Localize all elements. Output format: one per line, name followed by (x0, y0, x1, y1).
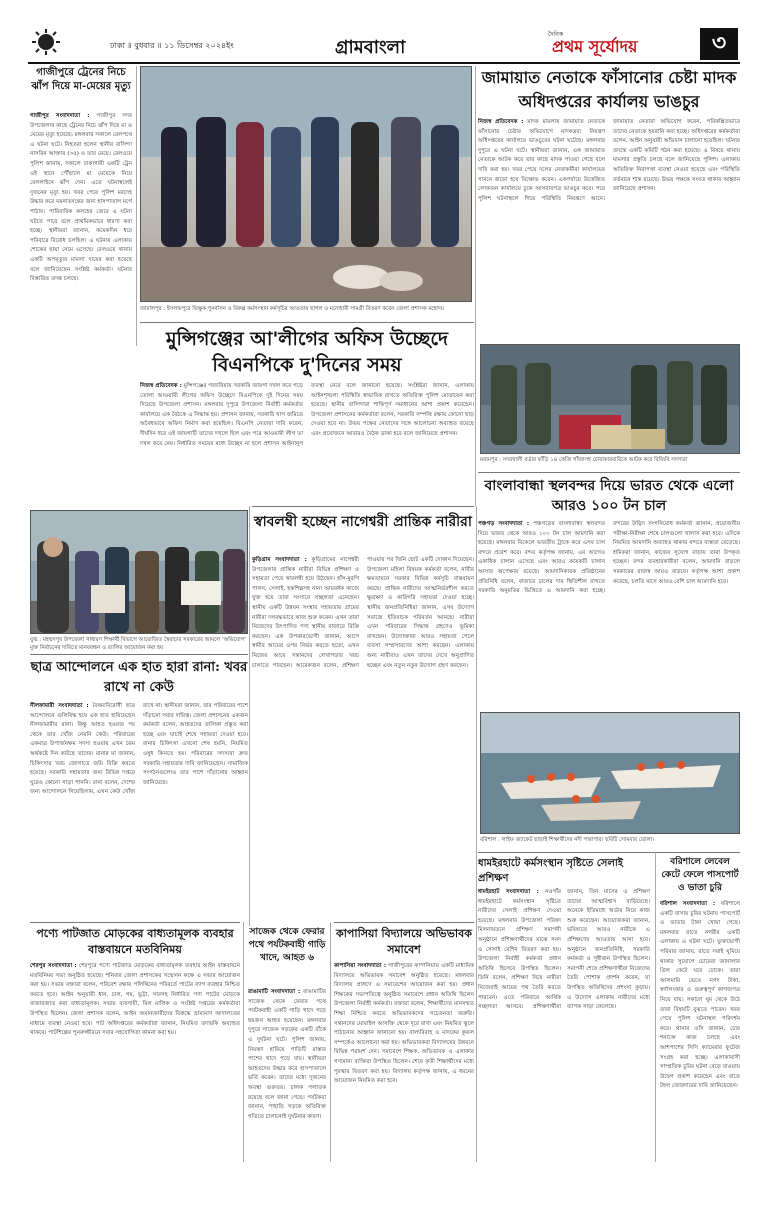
headline: সাজেক থেকে ফেরার পথে পর্যটকবাহী গাড়ি খাদে, আহত ৬ (248, 927, 326, 963)
body-text: মুন্সিগঞ্জের গজারিয়ায় সরকারি জায়গা দখল করে গড়ে তোলা আওয়ামী লীগের অফিস উচ্ছেদে বিএনপিকে দুই দিনের সময় দিয়েছে উপজেলা প্রশাসন। মঙ্গলবার দুপুরে উপজেলা নির্বাহী কর্মকর্তার কার্যালয়ে এক বৈঠকে এ সিদ্ধান্ত হয়। প্রশাসন জানায়, সরকারি খাস জমিতে অবৈধভাবে অফিস নির্মাণ করা হয়েছিল। বিএনপি নেতারা দাবি করেন, দীর্ঘদিন ধরে ওই জায়গাটি তাদের দখলে ছিল এবং পরে আওয়ামী লীগ তা দখল করে নেয়। নির্ধারিত সময়ের মধ্যে উচ্ছেদ না হলে প্রশাসন আইনানুগ ব্যবস্থা নেবে বলে জানানো হয়েছে। সংশ্লিষ্টরা জানান, এলাকায় আইনশৃঙ্খলা পরিস্থিতি স্বাভাবিক রাখতে অতিরিক্ত পুলিশ মোতায়েন করা হয়েছে। স্থানীয় বাসিন্দারা শান্তিপূর্ণ সমাধানের আশা প্রকাশ করেছেন। উপজেলা প্রশাসনের কর্মকর্তারা বলেন, সরকারি সম্পত্তি রক্ষায় কোনো ছাড় দেওয়া হবে না। উভয় পক্ষের নেতাদের সঙ্গে আলোচনা অব্যাহত রয়েছে এবং প্রয়োজনে আবারও বৈঠক ডাকা হবে বলে জানিয়েছে প্রশাসন। (140, 383, 474, 447)
headline: ছাত্র আন্দোলনে এক হাত হারা রানা: খবর রাখে না কেউ (30, 660, 248, 695)
page-number: ৩ (711, 31, 727, 56)
byline: রাঙামাটি সংবাদদাতা : (248, 989, 301, 995)
body-text: শেরপুরে পণ্যে পাটজাত মোড়কের বাধ্যতামূলক ব্যবহার আইন বাস্তবায়নে মতবিনিময় সভা অনুষ্ঠিত হয়েছে। শনিবার জেলা প্রশাসকের সম্মেলন কক্ষে এ সভার আয়োজন করা হয়। সভায় বক্তারা বলেন, পরিবেশ রক্ষায় পলিথিনের পরিবর্তে পাটের ব্যাগ ব্যবহার নিশ্চিত করতে হবে। আইন অনুযায়ী ধান, চাল, গম, ভুট্টা, সারসহ নির্ধারিত পণ্য পাটের মোড়কে বাজারজাত করা বাধ্যতামূলক। সভায় ব্যবসায়ী, মিল মালিক ও সংশ্লিষ্ট দপ্তরের কর্মকর্তারা উপস্থিত ছিলেন। জেলা প্রশাসক বলেন, আইন অমান্যকারীদের বিরুদ্ধে ভ্রাম্যমাণ আদালতের মাধ্যমে ব্যবস্থা নেওয়া হবে। পাট অধিদপ্তরের কর্মকর্তারা জানান, নিয়মিত তদারকি অব্যাহত থাকবে। পাটশিল্পের পুনরুজ্জীবনে সবার সহযোগিতা কামনা করা হয়। (30, 963, 240, 1037)
paper-prefix: দৈনিক (548, 31, 564, 38)
byline: কুড়িগ্রাম সংবাদদাতা : (252, 557, 307, 563)
masthead (0, 0, 768, 62)
photo-caption: জামালপুর : ইসলামপুরে ভিক্ষুক পুনর্বাসন ও বিকল্প কর্মসংস্থান কর্মসূচির আওতায় ছাগল ও মনোহারী সামগ্রী বিতরণ করেন জেলা প্রশাসক মহোদয় (140, 306, 444, 312)
section-title: গ্রামবাংলা (335, 37, 406, 58)
section-rule (478, 472, 740, 473)
body-text: বৈষম্যবিরোধী ছাত্র আন্দোলনে গুলিবিদ্ধ হয়ে এক হাত হারিয়েছেন নীলফামারীর রানা। কিন্তু আহত হওয়ার পর থেকে তার খোঁজ নেয়নি কেউ। পরিবারের একমাত্র উপার্জনক্ষম সদস্য হওয়ায় এখন চরম অর্থকষ্টে দিন কাটছে তাদের। রানার মা জানান, চিকিৎসার খরচ জোগাতে জমি বিক্রি করতে হয়েছে। সরকারি সহায়তার জন্য বিভিন্ন দপ্তরে ঘুরেও কোনো সাড়া পাননি। রানা বলেন, দেশের জন্য আন্দোলনে গিয়েছিলাম, এখন কেউ খোঁজ রাখে না। স্থানীয়রা জানান, তার পরিবারের পাশে দাঁড়ানো সবার দায়িত্ব। জেলা প্রশাসনের একজন কর্মকর্তা বলেন, আহতদের তালিকা প্রস্তুত করা হচ্ছে এবং যাচাই শেষে সহায়তা দেওয়া হবে। রানার চিকিৎসা এখনো শেষ হয়নি, নিয়মিত ওষুধ কিনতে হয়। পরিবারের সদস্যরা দ্রুত সরকারি সহায়তার দাবি জানিয়েছেন। সামাজিক সংগঠনগুলোও তার পাশে দাঁড়ানোর আহ্বান জানিয়েছে। (30, 703, 248, 796)
byline: নীলফামারী সংবাদদাতা : (30, 703, 89, 709)
column-rule (243, 922, 244, 1162)
article-body (478, 118, 740, 340)
headline: জামায়াত নেতাকে ফাঁসানোর চেষ্টা মাদক অধিদপ্তরের কার্যালয় ভাঙচুর (481, 68, 737, 111)
article-body (248, 988, 326, 1158)
article-body (478, 888, 650, 1158)
column-rule (249, 506, 250, 926)
section-rule (30, 922, 240, 923)
section-rule (478, 852, 740, 853)
body-text: পঞ্চগড়ের বাংলাবান্ধা স্থলবন্দর দিয়ে ভারত থেকে আরও ১০০ টন চাল আমদানি করা হয়েছে। মঙ্গলবার বিকেলে ভারতীয় ট্রাকে করে এসব চাল বন্দরে প্রবেশ করে। বন্দর কর্তৃপক্ষ জানায়, এর আগেও একাধিক চালান এসেছে এবং আরও কয়েকটি চালান আসার অপেক্ষায় রয়েছে। আমদানিকারক প্রতিষ্ঠানের প্রতিনিধি বলেন, বাজারে চালের দাম স্থিতিশীল রাখতে সরকারি অনুমতির ভিত্তিতে এ আমদানি করা হচ্ছে। বন্দরের উদ্ভিদ সংগনিরোধ কর্মকর্তা জানান, প্রয়োজনীয় পরীক্ষা-নিরীক্ষা শেষে চালগুলো খালাস করা হবে। এদিকে নিয়মিত আমদানি অব্যাহত থাকায় বন্দরে ব্যস্ততা বেড়েছে। শ্রমিকরা জানান, কাজের সুযোগ বাড়ায় তারা উপকৃত হচ্ছেন। বন্দর ব্যবহারকারীরা বলেন, আমদানি বাড়লে সরকারের রাজস্ব আয়ও বাড়বে। কর্তৃপক্ষ আশা প্রকাশ করেছে, চলতি মাসে আরও বেশি চাল আমদানি হবে। (478, 521, 740, 595)
article-body (252, 556, 474, 858)
masthead-rule (28, 62, 740, 64)
sun-emblem-icon (28, 28, 64, 56)
byline: নিজস্ব প্রতিবেদক : (140, 383, 182, 389)
photo-river-boats (480, 712, 740, 834)
body-text: গাজীপুর সদর উপজেলার কাছে ট্রেনের নিচে ঝাঁপ দিয়ে মা ও মেয়ের মৃত্যু হয়েছে। মঙ্গলবার সকালে রেলপথে এ ঘটনা ঘটে। নিহতরা হলেন স্থানীয় বাসিন্দা নাসরিন আক্তার (৩৫) ও তার মেয়ে। রেলওয়ে পুলিশ জানায়, সকালে ঢাকাগামী একটি ট্রেন ওই স্থানে পৌঁছালে মা মেয়েকে নিয়ে রেললাইনে ঝাঁপ দেন। এতে ঘটনাস্থলেই দুজনের মৃত্যু হয়। খবর পেয়ে পুলিশ মরদেহ উদ্ধার করে ময়নাতদন্তের জন্য হাসপাতাল মর্গে পাঠায়। পারিবারিক কলহের জেরে এ ঘটনা ঘটতে পারে বলে প্রাথমিকভাবে ধারণা করা হচ্ছে। স্থানীয়রা জানান, কয়েকদিন ধরে পরিবারে বিরোধ চলছিল। এ ঘটনায় এলাকায় শোকের ছায়া নেমে এসেছে। রেলওয়ে থানায় একটি অপমৃত্যুর মামলা দায়ের করা হয়েছে বলে জানিয়েছেন সংশ্লিষ্ট কর্মকর্তা। ঘটনার বিস্তারিত তদন্ত চলছে। (30, 113, 132, 283)
byline: ধামইরহাট সংবাদদাতা : (478, 889, 539, 895)
headline: পণ্যে পাটজাত মোড়কের বাধ্যতামূলক ব্যবহার বাস্তবায়নে মতবিনিময় (36, 927, 234, 956)
column-rule (330, 922, 331, 1162)
byline: নিজস্ব প্রতিবেদক : (478, 119, 524, 125)
section-rule (252, 506, 474, 507)
article-body (140, 382, 474, 500)
section-rule (30, 654, 248, 655)
article-body (30, 112, 132, 544)
photo-caption: বরিশাল : লাইফ জ্যাকেট ছাড়াই শিক্ষার্থীদের নদী পারাপার। ছবিটি সোমবার তোলা। (480, 837, 654, 843)
section-rule (334, 922, 474, 923)
body-text: মাদক মামলায় জামায়াত নেতাকে ফাঁসানোর চেষ্টার অভিযোগে মাদকদ্রব্য নিয়ন্ত্রণ অধিদপ্তরের কার্যালয়ে ভাঙচুরের ঘটনা ঘটেছে। মঙ্গলবার দুপুরে এ ঘটনা ঘটে। স্থানীয়রা জানান, এক জামায়াত নেতাকে আটক করে তার কাছে মাদক পাওয়া গেছে বলে দাবি করা হয়। খবর পেয়ে দলের নেতাকর্মীরা কার্যালয়ের সামনে জড়ো হয়ে বিক্ষোভ করেন। একপর্যায়ে উত্তেজিত লোকজন কার্যালয়ে ঢুকে আসবাবপত্র ভাঙচুর করে। পরে পুলিশ ঘটনাস্থলে গিয়ে পরিস্থিতি নিয়ন্ত্রণে আনে। জামায়াত নেতারা অভিযোগ করেন, পরিকল্পিতভাবে তাদের নেতাকে হয়রানি করা হচ্ছে। অধিদপ্তরের কর্মকর্তারা বলেন, আইন অনুযায়ী অভিযান চালানো হয়েছিল। ঘটনার তদন্তে একটি কমিটি গঠন করা হয়েছে। এ বিষয়ে থানায় মামলার প্রস্তুতি চলছে বলে জানিয়েছে পুলিশ। এলাকায় অতিরিক্ত নিরাপত্তা ব্যবস্থা নেওয়া হয়েছে এবং পরিস্থিতি বর্তমানে শান্ত রয়েছে। উভয় পক্ষকে সংযত থাকার আহ্বান জানিয়েছে প্রশাসন। (478, 119, 740, 202)
byline: গাজীপুর সংবাদদাতা : (30, 113, 90, 119)
byline: পঞ্চগড় সংবাদদাতা : (478, 521, 530, 527)
photo-goat-distribution (140, 66, 472, 302)
column-rule (655, 852, 656, 1162)
byline: শেরপুর সংবাদদাতা : (30, 963, 77, 969)
headline: বরিশালে লেবেল কেটে ফেলে পাসপোর্ট ও ভাতা চুরি (661, 857, 739, 893)
headline: গাজীপুরে ট্রেনের নিচে ঝাঁপ দিয়ে মা-মেয়ের মৃত্যু (31, 67, 131, 92)
photo-bgb-seizure (480, 344, 740, 454)
photo-caption: মজমপুর : সদরখালী বর্ডার ফাঁড়ি ১৪ কেজি গাঁজাসহ চোরাকারবারিকে আটক করে বিজিবি সদস্যরা (480, 457, 688, 463)
headline: স্বাবলম্বী হচ্ছেন নাগেশ্বরী প্রান্তিক নারীরা (254, 514, 472, 530)
column-rule (475, 66, 476, 506)
headline: মুন্সিগঞ্জের আ'লীগের অফিস উচ্ছেদে বিএনপিকে দু'দিনের সময় (165, 328, 449, 376)
dateline: ঢাকা ॥ বুধবার ॥ ১১ ডিসেম্বর ২০২৪ইং (110, 41, 234, 50)
headline: বাংলাবান্ধা স্থলবন্দর দিয়ে ভারত থেকে এলো আরও ১০০ টন চাল (484, 478, 734, 514)
body-text: রাঙামাটির সাজেক থেকে ফেরার পথে পর্যটকবাহী একটি গাড়ি খাদে পড়ে ছয়জন আহত হয়েছেন। মঙ্গলবার দুপুরে সাজেক সড়কের একটি বাঁকে এ দুর্ঘটনা ঘটে। পুলিশ জানায়, নিয়ন্ত্রণ হারিয়ে গাড়িটি রাস্তার পাশের খাদে পড়ে যায়। স্থানীয়রা আহতদের উদ্ধার করে হাসপাতালে ভর্তি করেন। তাদের মধ্যে দুজনের অবস্থা গুরুতর। চালক পলাতক রয়েছে বলে জানা গেছে। পর্যটকরা জানান, পাহাড়ি সড়কে অতিরিক্ত গতিতে চালানোই দুর্ঘটনার কারণ। (248, 989, 326, 1120)
headline: কাপাসিয়া বিদ্যালয়ে অভিভাবক সমাবেশ (336, 927, 472, 956)
article-body (334, 962, 474, 1158)
paper-name: প্রথম সূর্যোদয় (552, 37, 638, 56)
body-text: গাজীপুরের কাপাসিয়ায় একটি মাধ্যমিক বিদ্যালয়ে অভিভাবক সমাবেশ অনুষ্ঠিত হয়েছে। মঙ্গলবার বিদ্যালয় প্রাঙ্গণে এ সমাবেশের আয়োজন করা হয়। প্রধান শিক্ষকের সভাপতিত্বে অনুষ্ঠিত সমাবেশে প্রধান অতিথি ছিলেন উপজেলা নির্বাহী কর্মকর্তা। বক্তারা বলেন, শিক্ষার্থীদের মানসম্মত শিক্ষা নিশ্চিত করতে অভিভাবকদের সচেতনতা জরুরি। সন্তানদের মোবাইল আসক্তি থেকে দূরে রাখা এবং নিয়মিত স্কুলে পাঠানোর আহ্বান জানানো হয়। বাল্যবিবাহ ও মাদকের কুফল সম্পর্কেও আলোচনা করা হয়। অভিভাবকরা বিদ্যালয়ের উন্নয়নে বিভিন্ন পরামর্শ দেন। সমাবেশে শিক্ষক, অভিভাবক ও এলাকার গণ্যমান্য ব্যক্তিরা উপস্থিত ছিলেন। শেষে কৃতী শিক্ষার্থীদের মধ্যে পুরস্কার বিতরণ করা হয়। বিদ্যালয় কর্তৃপক্ষ জানায়, এ ধরনের আয়োজন নিয়মিত করা হবে। (334, 963, 474, 1085)
photo-human-chain (30, 510, 248, 634)
byline: কাপাসিয়া সংবাদদাতা : (334, 963, 387, 969)
article-body (30, 702, 248, 916)
body-text: কুড়িগ্রামের নাগেশ্বরী উপজেলার প্রান্তিক নারীরা বিভিন্ন প্রশিক্ষণ ও সহায়তা পেয়ে স্বাবলম্বী হয়ে উঠছেন। হাঁস-মুরগি পালন, সেলাই, হস্তশিল্পসহ নানা আয়বর্ধক কাজে যুক্ত হয়ে তারা সংসারে সচ্ছলতা এনেছেন। স্থানীয় একটি উন্নয়ন সংস্থার সহায়তায় গ্রামের নারীরা দলবদ্ধভাবে কাজ শুরু করেন। এখন তারা নিজেদের উৎপাদিত পণ্য স্থানীয় বাজারে বিক্রি করছেন। এক উপকারভোগী জানান, আগে স্বামীর আয়ের ওপর নির্ভর করতে হতো, এখন নিজের আয়ে সন্তানদের লেখাপড়ার খরচ চালাতে পারছেন। আরেকজন বলেন, প্রশিক্ষণ পাওয়ার পর তিনি ছোট একটি দোকান দিয়েছেন। উপজেলা মহিলা বিষয়ক কর্মকর্তা বলেন, নারীর ক্ষমতায়নে সরকার বিভিন্ন কর্মসূচি বাস্তবায়ন করছে। প্রান্তিক নারীদের আত্মনির্ভরশীল করতে ক্ষুদ্রঋণ ও কারিগরি সহায়তা দেওয়া হচ্ছে। স্থানীয় জনপ্রতিনিধিরা জানান, এসব উদ্যোগ সমাজে ইতিবাচক পরিবর্তন আনছে। নারীরা এখন পরিবারের সিদ্ধান্ত গ্রহণেও ভূমিকা রাখছেন। উদ্যোক্তারা আরও সহায়তা পেলে ব্যবসা সম্প্রসারণের আশা করছেন। এলাকায় অন্য নারীরাও এখন তাদের দেখে অনুপ্রাণিত হচ্ছেন এবং নতুন নতুন উদ্যোগ গ্রহণ করছেন। (252, 557, 474, 669)
column-rule (476, 506, 477, 1162)
section-rule (140, 322, 474, 323)
article-body (30, 962, 240, 1158)
article-body (478, 520, 740, 706)
body-text: নওগাঁর ধামইরহাটে কর্মসংস্থান সৃষ্টিতে নারীদের সেলাই প্রশিক্ষণ দেওয়া হয়েছে। মঙ্গলবার উপজেলা পরিষদ মিলনায়তনে প্রশিক্ষণ সমাপনী অনুষ্ঠানে প্রশিক্ষণার্থীদের মাঝে সনদ ও সেলাই মেশিন বিতরণ করা হয়। উপজেলা নির্বাহী কর্মকর্তা প্রধান অতিথি হিসেবে উপস্থিত ছিলেন। তিনি বলেন, প্রশিক্ষণ নিয়ে নারীরা নিজেরাই আয়ের পথ তৈরি করতে পারবেন। এতে পরিবারে আর্থিক সচ্ছলতা আসবে। প্রশিক্ষণার্থীরা জানান, তিন মাসের এ প্রশিক্ষণ তাদের আত্মবিশ্বাস বাড়িয়েছে। অনেকে ইতিমধ্যে অর্ডার নিয়ে কাজ শুরু করেছেন। আয়োজকরা জানান, ভবিষ্যতে আরও নারীকে এ প্রশিক্ষণের আওতায় আনা হবে। অনুষ্ঠানে জনপ্রতিনিধি, সরকারি কর্মকর্তা ও সুধীজন উপস্থিত ছিলেন। সমাপনী শেষে প্রশিক্ষণার্থীরা নিজেদের তৈরি পোশাক প্রদর্শন করেন, যা উপস্থিত অতিথিদের প্রশংসা কুড়ায়। এ উদ্যোগ এলাকায় নারীদের মধ্যে ব্যাপক সাড়া ফেলেছে। (478, 889, 650, 1011)
headline: ধামইরহাটে কর্মসংস্থান সৃষ্টিতে সেলাই প্রশিক্ষণ (478, 858, 623, 884)
byline: বরিশাল সংবাদদাতা : (660, 901, 716, 907)
photo-caption: যুগ্ম : মহম্মদপুর উপজেলা সাধারণ শিক্ষার্থী বিভাগে আয়োজিত স্বৈরাচার সরকারের আমলে ‘অভিযোগ’ মুক্ত নির্বাচনের দাবিতে মানববন্ধন ও র‍্যালির আয়োজন করা হয় (30, 637, 246, 651)
body-text: বরিশালে একটি বাসায় চুরির ঘটনায় পাসপোর্ট ও ভাতার টাকা খোয়া গেছে। মঙ্গলবার রাতে নগরীর একটি এলাকায় এ ঘটনা ঘটে। ভুক্তভোগী পরিবার জানায়, রাতে সবাই ঘুমিয়ে থাকার সুযোগে চোরেরা জানালার গ্রিল কেটে ঘরে ঢোকে। তারা আলমারি ভেঙে নগদ টাকা, স্বর্ণালংকার ও গুরুত্বপূর্ণ কাগজপত্র নিয়ে যায়। সকালে ঘুম থেকে উঠে তারা বিষয়টি বুঝতে পারেন। খবর পেয়ে পুলিশ ঘটনাস্থল পরিদর্শন করে। থানার ওসি জানান, চোর শনাক্তে কাজ চলছে এবং আশপাশের সিসি ক্যামেরার ফুটেজ সংগ্রহ করা হচ্ছে। এলাকাবাসী সাম্প্রতিক চুরির ঘটনা বেড়ে যাওয়ায় উদ্বেগ প্রকাশ করেছেন এবং রাতে টহল জোরদারের দাবি জানিয়েছেন। (660, 901, 740, 1090)
column-rule (136, 66, 137, 346)
article-body (660, 900, 740, 1158)
